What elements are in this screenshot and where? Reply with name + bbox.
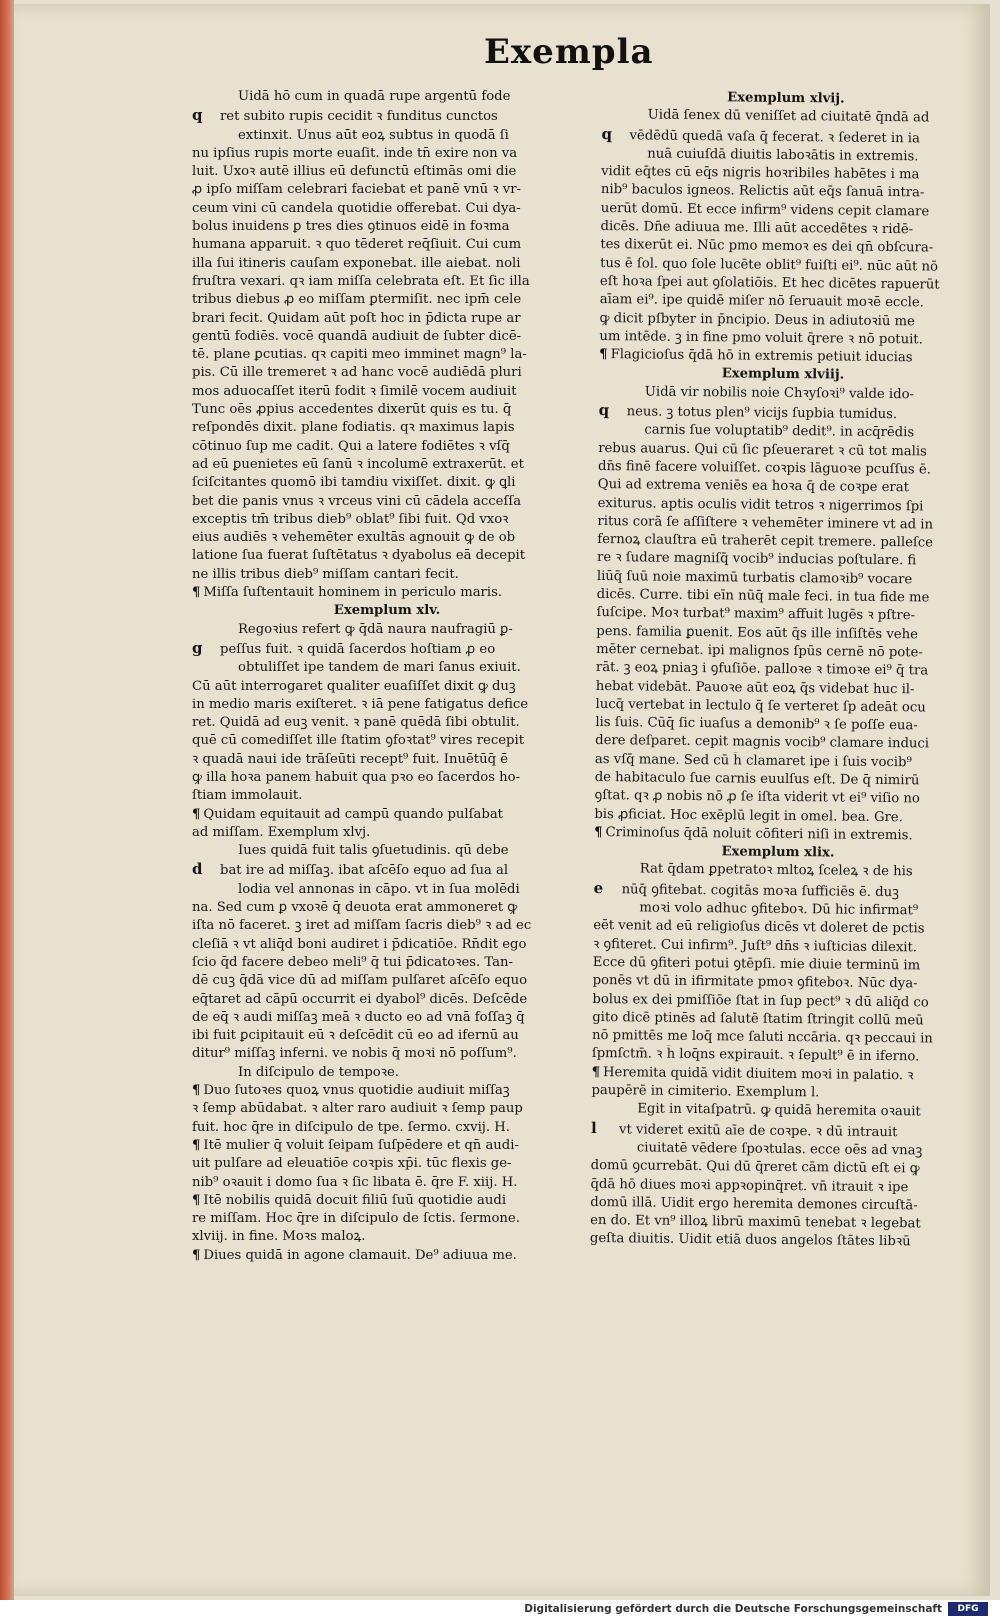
- line-text: vidit eq̄tes cū eq̄s nigris hoꝛribiles habētes i ma: [601, 164, 920, 183]
- line-text: dn̄s finē facere voluiſſet. coꝛpis lāguoꝛe pcuſſus ē.: [597, 458, 932, 478]
- text-line: [192, 1119, 582, 1137]
- line-text: Regoꝛius refert ꝙ q̄dā naura naufragiū ꝑ-: [238, 621, 513, 637]
- line-text: vt videret exitū aīe de coꝛpe. ꝛ dū intrauit: [619, 1121, 898, 1140]
- text-line: [192, 255, 582, 273]
- line-text: domū ꝯcurrebāt. Qui dū q̄reret cām dictū eſt ei ꝙ: [590, 1158, 920, 1177]
- line-text: nib⁹ baculos igneos. Relictis aūt eq̄s ſanuā intra-: [600, 182, 925, 201]
- text-line: [192, 584, 582, 602]
- footer-bar: [0, 1600, 1000, 1619]
- line-text: eius audiēs ꝛ vehemēter exultās agnouit ꝙ de ob: [192, 530, 516, 546]
- text-line: [192, 1100, 582, 1118]
- text-line: [192, 383, 582, 401]
- line-text: hebat videbāt. Pauoꝛe aūt eoꝝ q̄s videbat huc il-: [595, 678, 915, 697]
- text-line: [192, 364, 582, 382]
- line-text: Qui ad extrema veniēs ea hoꝛa q̄ de coꝛpe erat: [597, 477, 910, 496]
- line-text: extinxit. Unus aūt eoꝝ subtus in quodā ſi: [238, 127, 509, 143]
- text-line: [192, 511, 582, 529]
- text-line: [192, 163, 582, 181]
- line-text: Uidā vir nobilis noie Chꝛyſoꝛi⁹ valde ido-: [644, 384, 915, 403]
- line-text: eſt hoꝛa ſpei aut ꝯſolatiōis. Et hec dicētes rapuerūt: [599, 273, 940, 293]
- text-line: [192, 751, 582, 769]
- text-line: [192, 787, 582, 805]
- text-line: [192, 714, 582, 732]
- line-text: en do. Et vn⁹ illoꝝ librū maximū tenebat ꝛ legebat: [590, 1213, 921, 1232]
- line-text: nu ipſius rupis morte euaſit. inde tn̄ exire non va: [192, 145, 518, 161]
- line-text: tribus diebus ꝓ eo miſſam ꝑtermiſit. nec ipm̄ cele: [192, 292, 522, 308]
- line-text: In diſcipulo de tempoꝛe.: [238, 1064, 399, 1080]
- line-text: Diues quidā in agone clamauit. De⁹ adiuua me.: [203, 1247, 517, 1263]
- line-text: bolus ex dei pmiſſiōe ſtat in ſup pect⁹ ꝛ dū aliq̄d co: [592, 991, 929, 1011]
- line-text: lucq̄ vertebat in lectulo q̄ ſe verteret ſp adeāt ocu: [595, 696, 926, 716]
- line-text: ꝛ ſemp abūdabat. ꝛ alter raro audiuit ꝛ ſemp paup: [192, 1101, 523, 1117]
- drop-initial-guide: q: [598, 401, 610, 420]
- line-text: carnis ſue voluptatib⁹ dedit⁹. in acq̄rēdis: [644, 422, 915, 441]
- line-text: dere deſparet. cepit magnis vocib⁹ clamare induci: [595, 733, 930, 752]
- text-line: [192, 769, 582, 787]
- text-line: [192, 1064, 582, 1082]
- line-text: ceum vini cū candela quotidie offerebat. Cui dya-: [192, 200, 521, 216]
- line-text: brari fecit. Quidam aūt poſt hoc in p̄dicta rupe ar: [192, 310, 521, 326]
- paragraph-mark: ¶: [192, 806, 201, 822]
- line-text: Duo ſutoꝛes quoꝝ vnus quotidie audiuit miſſaꝫ: [203, 1083, 510, 1099]
- line-text: nib⁹ oꝛauit i domo ſua ꝛ ſic libata ē. q̄re F. xiij. H.: [192, 1174, 518, 1190]
- paragraph-mark: ¶: [594, 824, 603, 840]
- text-line: [192, 1192, 582, 1210]
- text-line: [192, 881, 582, 899]
- line-text: fuit. hoc q̄re in diſcipulo de tpe. ſermo. cxvij. H.: [192, 1119, 510, 1135]
- line-text: nō pmittēs me loq̄ mce ſaluti nccāria. qꝛ peccaui in: [591, 1028, 933, 1047]
- line-text: Uidā ſenex dū veniſſet ad ciuitatē q̄ndā ad: [647, 107, 930, 126]
- line-text: gito dicē ptinēs ad ſalutē ſtatim ſtringit collū meū: [592, 1009, 924, 1029]
- text-line: [192, 806, 582, 824]
- line-text: as vſq̄ mane. Sed cū h̄ clamaret ipe i ſuis vocib⁹: [594, 751, 912, 770]
- line-text: tes dixerūt ei. Nūc pmo memoꝛ es dei qn̄ obſcura-: [600, 237, 934, 256]
- line-text: Exemplum xlv.: [333, 603, 441, 619]
- line-text: dicēs. Curre. tibi eīn nūq̄ male feci. in tua fide me: [596, 586, 930, 606]
- line-text: lis ſuis. Cūq̄ ſic iuaſus a demonib⁹ ꝛ ſe poſſe eua-: [595, 715, 918, 734]
- text-line: [192, 181, 582, 199]
- line-text: Heremita quidā vidit diuitem moꝛi in palatio. ꝛ: [603, 1064, 914, 1084]
- line-text: uerūt domū. Et ecce infirm⁹ videns cepit clamare: [600, 200, 930, 220]
- line-text: ꝛ ꝯfiteret. Cui infirm⁹. Juſt⁹ dn̄s ꝛ iuſticias dilexit.: [592, 936, 918, 956]
- line-text: ne illis tribus dieb⁹ miſſam cantari fecit.: [192, 566, 459, 582]
- line-text: ditur⁹ miſſaꝫ inferni. ve nobis q̄ moꝛi nō poſſum⁹.: [192, 1046, 517, 1062]
- text-line: [192, 218, 582, 236]
- drop-initial-guide: d: [192, 860, 203, 879]
- paragraph-mark: ¶: [591, 1064, 601, 1080]
- line-text: neus. ꝫ totus plen⁹ vicijs ſupbia tumidus.: [626, 404, 898, 423]
- line-text: in medio maris exiſteret. ꝛ iā pene fatigatus defice: [192, 696, 529, 712]
- paragraph-mark: ¶: [599, 347, 608, 363]
- line-text: Criminoſus q̄dā noluit cōfiteri niſi in extremis.: [605, 824, 913, 844]
- line-text: pis. Cū ille tremeret ꝛ ad hanc vocē audiēdā pluri: [192, 365, 522, 381]
- line-text: Exemplum xlviij.: [721, 366, 845, 384]
- line-text: ritus corā ſe aſſiſtere ꝛ vehemēter iminere vt ad in: [597, 513, 934, 533]
- text-line: [192, 860, 582, 880]
- line-text: quē cū comediſſet ille ſtatim ꝯfoꝛtat⁹ vires recepit: [192, 733, 525, 749]
- line-text: Ecce dū ꝯfiteri potui ꝯtēpſi. mie diuie terminū im: [592, 954, 921, 974]
- dfg-logo: DFG: [948, 1602, 988, 1616]
- line-text: ret subito rupis cecidit ꝛ funditus cunctos: [220, 109, 498, 125]
- line-text: gentū fodiēs. vocē quandā audiuit de ſubter dicē-: [192, 328, 522, 344]
- line-text: cleſiā ꝛ vt aliq̄d boni audiret i p̄dicatiōe. Rn̄dit ego: [192, 936, 527, 952]
- drop-initial-guide: e: [593, 878, 604, 897]
- text-line: [192, 236, 582, 254]
- line-text: de eq̄ ꝛ audi miſſaꝫ meā ꝛ ducto eo ad vnā foſſaꝫ q̄: [192, 1009, 525, 1025]
- line-text: luit. Uxoꝛ autē illius eū defunctū eſtimās omi die: [192, 164, 517, 180]
- line-text: ꝓ ipſo miſſam celebrari faciebat et panē vnū ꝛ vr-: [192, 182, 521, 198]
- line-text: tus ē ſol. quo ſole lucēte oblit⁹ fuiſti ei⁹. nūc aūt nō: [600, 255, 939, 275]
- text-line: [192, 842, 582, 860]
- text-line: [192, 493, 582, 511]
- text-line: [192, 1027, 582, 1045]
- line-text: mēter cernebat. ipi malignos ſpūs cernē nō pote-: [596, 641, 923, 661]
- line-text: ſuſcipe. Moꝛ turbat⁹ maxim⁹ affuit lugēs ꝛ pſtre-: [596, 605, 916, 624]
- text-line: [192, 659, 582, 677]
- text-line: [192, 200, 582, 218]
- line-text: Itē mulier q̄ voluit ſeipam ſuſpēdere et qn̄ audi-: [203, 1137, 519, 1153]
- line-text: Iues quidā fuit talis ꝯſuetudinis. qū debe: [238, 843, 509, 859]
- book-page: [14, 4, 990, 1596]
- line-text: humana apparuit. ꝛ quo tēderet req̄ſiuit. Cui cum: [192, 237, 522, 253]
- line-text: Flagicioſus q̄dā hō in extremis petiuit iducias: [610, 347, 913, 366]
- line-text: ponēs vt dū in ifirmitate pmoꝛ ꝯfiteboꝛ. Nūc dya-: [592, 973, 918, 992]
- line-text: ſtiam immolauit.: [192, 788, 303, 804]
- text-line: [192, 1137, 582, 1155]
- text-line: [192, 678, 582, 696]
- line-text: domū illā. Uidit ergo heremita demones circuſtā-: [590, 1194, 918, 1214]
- text-line: [192, 529, 582, 547]
- text-line: [192, 566, 582, 584]
- text-line: [192, 291, 582, 309]
- line-text: ciuitatē vēdere ſpoꝛtulas. ecce oēs ad vnaꝫ: [636, 1140, 923, 1159]
- line-text: bet die panis vnus ꝛ vrceus vini cū cādela acceſſa: [192, 493, 522, 509]
- line-text: lodia vel annonas in cāpo. vt in ſua molēdi: [238, 881, 520, 897]
- line-text: fruſtra vexari. qꝛ iam miſſa celebrata eſt. Et ſic illa: [192, 273, 530, 289]
- line-text: ad miſſam. Exemplum xlvj.: [192, 824, 371, 840]
- drop-initial-guide: q: [601, 124, 613, 143]
- paragraph-mark: ¶: [192, 585, 201, 601]
- line-text: aīam ei⁹. ipe quidē miſer nō ſeruauit moꝛē eccle.: [599, 292, 924, 311]
- running-head: Exempla: [484, 32, 654, 72]
- text-line: [192, 106, 582, 126]
- line-text: eēt venit ad eū religioſus dicēs vt doleret de pctis: [593, 918, 925, 937]
- line-text: tē. plane ꝑcutias. qꝛ capiti meo imminet magn⁹ la-: [192, 347, 527, 363]
- text-line: [192, 328, 582, 346]
- line-text: na. Sed cum ꝑ vxoꝛē q̄ deuota erat ammoneret ꝙ: [192, 900, 518, 916]
- line-text: ibi fuit ꝑcipitauit eū ꝛ deſcēdit cū eo ad ifernū au: [192, 1028, 519, 1044]
- line-text: cōtinuo ſup me cadit. Qui a latere fodiētes ꝛ vſq̄: [192, 438, 510, 454]
- footer-credit: Digitalisierung gefördert durch die Deutsche Forschungsgemeinschaft: [524, 1603, 942, 1615]
- text-line: [192, 602, 582, 620]
- drop-initial-guide: q: [192, 106, 203, 125]
- text-line: [192, 438, 582, 456]
- text-line: [192, 732, 582, 750]
- text-line: [192, 88, 582, 106]
- line-text: dē cuꝫ q̄dā vice dū ad miſſam pulſaret aſcēſo equo: [192, 973, 528, 989]
- line-text: rāt. ꝫ eoꝝ pniaꝫ i ꝯfuſiōe. palloꝛe ꝛ timoꝛe ei⁹ q̄ tra: [595, 660, 929, 679]
- line-text: fernoꝝ clauſtra eū traherēt cepit tremere. palleſce: [597, 532, 934, 551]
- text-line: [192, 1210, 582, 1228]
- line-text: uit pulſare ad eleuatiōe coꝛpis xp̄i. tūc flexis ge-: [192, 1156, 512, 1172]
- text-line: [590, 1230, 958, 1252]
- line-text: reſpondēs dixit. plane fodiatis. qꝛ maximus lapis: [192, 420, 515, 436]
- text-line: [192, 972, 582, 990]
- book-edge: [0, 0, 14, 1600]
- line-text: vēdēdū quedā vaſa q̄ fecerat. ꝛ ſederet in ia: [629, 127, 921, 146]
- line-text: Exemplum xlix.: [721, 844, 835, 861]
- right-column: [589, 88, 970, 1342]
- drop-initial-guide: g: [192, 638, 203, 657]
- line-text: Itē nobilis quidā docuit filiū ſuū quotidie audi: [203, 1192, 507, 1208]
- line-text: exceptis tm̄ tribus dieb⁹ oblat⁹ ſibi fuit. Qd̄ vxoꝛ: [192, 511, 509, 527]
- text-line: [192, 127, 582, 145]
- paragraph-mark: ¶: [192, 1137, 201, 1153]
- line-text: ꝛ quadā naui ide trāſeūti recept⁹ fuit. Inuētūq̄ ē: [192, 751, 509, 767]
- text-line: [192, 917, 582, 935]
- text-line: [192, 346, 582, 364]
- line-text: eq̄taret ad cāpū occurrit ei dyabol⁹ dicēs. Deſcēde: [192, 991, 528, 1007]
- left-column: [192, 88, 582, 1308]
- line-text: bis ꝓficiat. Hoc exēplū legit in omel. bea. Gre.: [594, 806, 903, 825]
- line-text: Rat q̄dam ꝑpetratoꝛ mltoꝝ ſceleꝝ ꝛ de his: [639, 861, 913, 880]
- text-line: [192, 639, 582, 659]
- line-text: ꝙ dicit pſbyter in p̄ncipio. Deus in adiutoꝛiū me: [599, 310, 915, 329]
- line-text: re miſſam. Hoc q̄re in diſcipulo de ſctis. ſermone.: [192, 1211, 520, 1227]
- text-line: [192, 145, 582, 163]
- line-text: Cū aūt interrogaret qualiter euaſiſſet dixit ꝙ duꝫ: [192, 678, 516, 694]
- text-line: [192, 1082, 582, 1100]
- line-text: latione ſua fuerat ſuſtētatus ꝛ dyabolus eā decepit: [192, 548, 526, 564]
- line-text: ſcio q̄d facere debeo meli⁹ q̄ tui p̄dicatoꝛes. Tan-: [192, 954, 513, 970]
- text-line: [192, 991, 582, 1009]
- line-text: xlviij. in fine. Moꝛs maloꝝ.: [192, 1229, 366, 1245]
- line-text: liūq̄ ſuū noie maximū turbatis clamoꝛib⁹ vocare: [596, 568, 913, 587]
- text-line: [192, 456, 582, 474]
- line-text: re ꝛ ſudare magniſq̄ vocib⁹ inducias poſtulare. fi: [597, 550, 917, 569]
- line-text: Uidā hō cum in quadā rupe argentū fode: [238, 89, 511, 104]
- text-line: [192, 474, 582, 492]
- line-text: obtuliſſet ipe tandem de mari ſanus exiuit.: [238, 660, 521, 676]
- line-text: Quidam equitauit ad campū quando pulſabat: [203, 806, 503, 822]
- paragraph-mark: ¶: [192, 1247, 201, 1263]
- line-text: pens. familia ꝑuenit. Eos aūt q̄s ille inſiſtēs vehe: [596, 623, 919, 642]
- text-line: [192, 273, 582, 291]
- line-text: bolus inuidens ꝑ tres dies ꝯtinuos eidē in foꝛma: [192, 219, 510, 235]
- line-text: Egit in vitaſpatrū. ꝙ quidā heremita oꝛauit: [637, 1101, 921, 1120]
- line-text: rebus auarus. Qui cū ſic pſeueraret ꝛ cū tot malis: [598, 440, 927, 460]
- text-line: [192, 1174, 582, 1192]
- line-text: ꝙ illa hoꝛa panem habuit qua pꝛo eo ſacerdos ho-: [192, 769, 521, 785]
- line-text: nuā cuiuſdā diuitis laboꝛātis in extremis.: [647, 146, 919, 165]
- line-text: bat ire ad miſſaꝫ. ibat aſcēſo equo ad ſua al: [220, 863, 509, 879]
- line-text: mos aduocaſſet iterū fodit ꝛ ſimilē vocem audiuit: [192, 383, 517, 399]
- line-text: ad eū ꝑuenietes eū ſanū ꝛ incolumē extraxerūt. et: [192, 456, 524, 472]
- line-text: Tunc oēs ꝓpius accedentes dixerūt quis es tu. q̄: [192, 402, 512, 418]
- text-line: [192, 1247, 582, 1265]
- line-text: paupērē in cimiterio. Exemplum l.: [591, 1082, 820, 1101]
- line-text: ꝯſtat. qꝛ ꝓ nobis nō ꝓ ſe iſta viderit vt ei⁹ viſio no: [594, 788, 920, 807]
- line-text: ſpmſctm̄. ꝛ h̄ loq̄ns expirauit. ꝛ ſepult⁹ ē in iferno.: [591, 1046, 920, 1065]
- line-text: moꝛi volo adhuc ꝯfiteboꝛ. Dū hic infirmat⁹: [639, 900, 919, 919]
- line-text: dicēs. Dn̄e adiuua me. Illi aūt accedētes ꝛ ridē-: [600, 219, 914, 238]
- text-line: [192, 621, 582, 639]
- line-text: Exemplum xlvij.: [727, 90, 845, 107]
- text-line: [192, 419, 582, 437]
- text-line: [192, 1155, 582, 1173]
- line-text: peſſus fuit. ꝛ quidā ſacerdos hoſtiam ꝓ eo: [220, 641, 496, 657]
- line-text: geſta diuitis. Uidit etiā duos angelos ſtātes libꝛū: [589, 1231, 911, 1250]
- line-text: q̄dā hō diues moꝛi appꝛopinq̄ret. vn̄ itrauit ꝛ ipe: [590, 1176, 909, 1195]
- line-text: iſta nō faceret. ꝫ iret ad miſſam ſacris dieb⁹ ꝛ ad ec: [192, 918, 532, 934]
- text-line: [192, 1009, 582, 1027]
- text-line: [192, 1228, 582, 1246]
- line-text: illa ſui itineris cauſam exponebat. ille aiebat. noli: [192, 255, 521, 271]
- text-line: [192, 310, 582, 328]
- text-line: [192, 1045, 582, 1063]
- drop-initial-guide: l: [591, 1118, 597, 1137]
- text-line: [192, 401, 582, 419]
- text-line: [192, 547, 582, 565]
- paragraph-mark: ¶: [192, 1192, 201, 1208]
- line-text: um intēde. ꝫ in fine pmo voluit q̄rere ꝛ nō potuit.: [599, 328, 923, 348]
- line-text: ſciſcitantes quomō ibi tamdiu vixiſſet. dixit. ꝙ ꝗli: [192, 475, 516, 491]
- line-text: exiturus. aptis oculis vidit tetros ꝛ nigerrimos ſpi: [597, 495, 924, 514]
- text-line: [192, 954, 582, 972]
- text-line: [192, 936, 582, 954]
- paragraph-mark: ¶: [192, 1083, 201, 1099]
- line-text: ret. Quidā ad euꝫ venit. ꝛ panē quēdā ſibi obtulit.: [192, 715, 520, 731]
- line-text: Miſſa ſuſtentauit hominem in periculo maris.: [203, 585, 503, 601]
- text-line: [192, 824, 582, 842]
- text-line: [192, 899, 582, 917]
- line-text: de habitaculo ſue carnis euulſus eſt. De q̄ nimirū: [594, 769, 920, 789]
- text-line: [192, 696, 582, 714]
- line-text: nūq̄ ꝯfitebat. cogitās moꝛa ſufficiēs ē. duꝫ: [621, 882, 899, 900]
